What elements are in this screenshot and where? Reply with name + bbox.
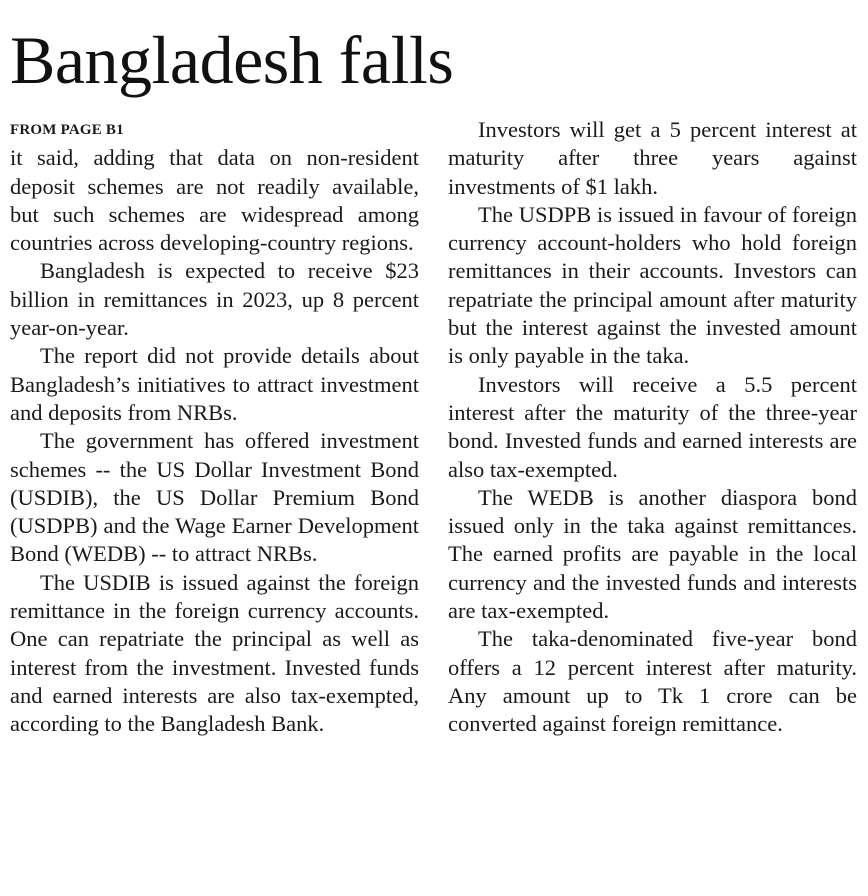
paragraph: The WEDB is another diaspora bond issued only in the taka against remittances. The earned profits are payable in the local currency and the invested funds and interests are tax-exempted. [448, 484, 857, 624]
paragraph: The government has offered investment schemes -- the US Dollar Investment Bond (USDIB), the US Dollar Premium Bond (USDPB) and the Wage Earner Development Bond (WEDB) -- to attract NRBs. [10, 428, 419, 567]
paragraph: it said, adding that data on non-resident deposit schemes are not readily available, but such schemes are widespread among countries across developing-country regions. [10, 145, 419, 256]
paragraph: The USDPB is issued in favour of foreign currency account-holders who hold foreign remittances in their accounts. Investors can repatriate the principal amount after maturity but the interest against the invested amount is only payable in the taka. [448, 201, 857, 369]
paragraph: The USDIB is issued against the foreign remittance in the foreign currency accounts. One can repatriate the principal as well as interest from the investment. Invested funds and earned interests are also tax-exempted, according to the Bangladesh Bank. [10, 569, 419, 737]
jump-line: FROM PAGE B1 [10, 122, 124, 138]
article-column-left [10, 116, 419, 739]
article-column-right [448, 116, 857, 739]
paragraph: The report did not provide details about Bangladesh’s initiatives to attract investment and deposits from NRBs. [10, 343, 419, 425]
paragraph: Bangladesh is expected to receive $23 billion in remittances in 2023, up 8 percent year-on-year. [10, 258, 419, 341]
paragraph: Investors will get a 5 percent interest at maturity after three years against investments of $1 lakh. [448, 117, 857, 199]
headline: Bangladesh falls [10, 22, 454, 98]
paragraph: Investors will receive a 5.5 percent interest after the maturity of the three-year bond. Invested funds and earned interests are also tax-exempted. [448, 371, 857, 482]
paragraph: The taka-denominated five-year bond offers a 12 percent interest after maturity. Any amount up to Tk 1 crore can be converted against foreign remittance. [448, 626, 857, 737]
